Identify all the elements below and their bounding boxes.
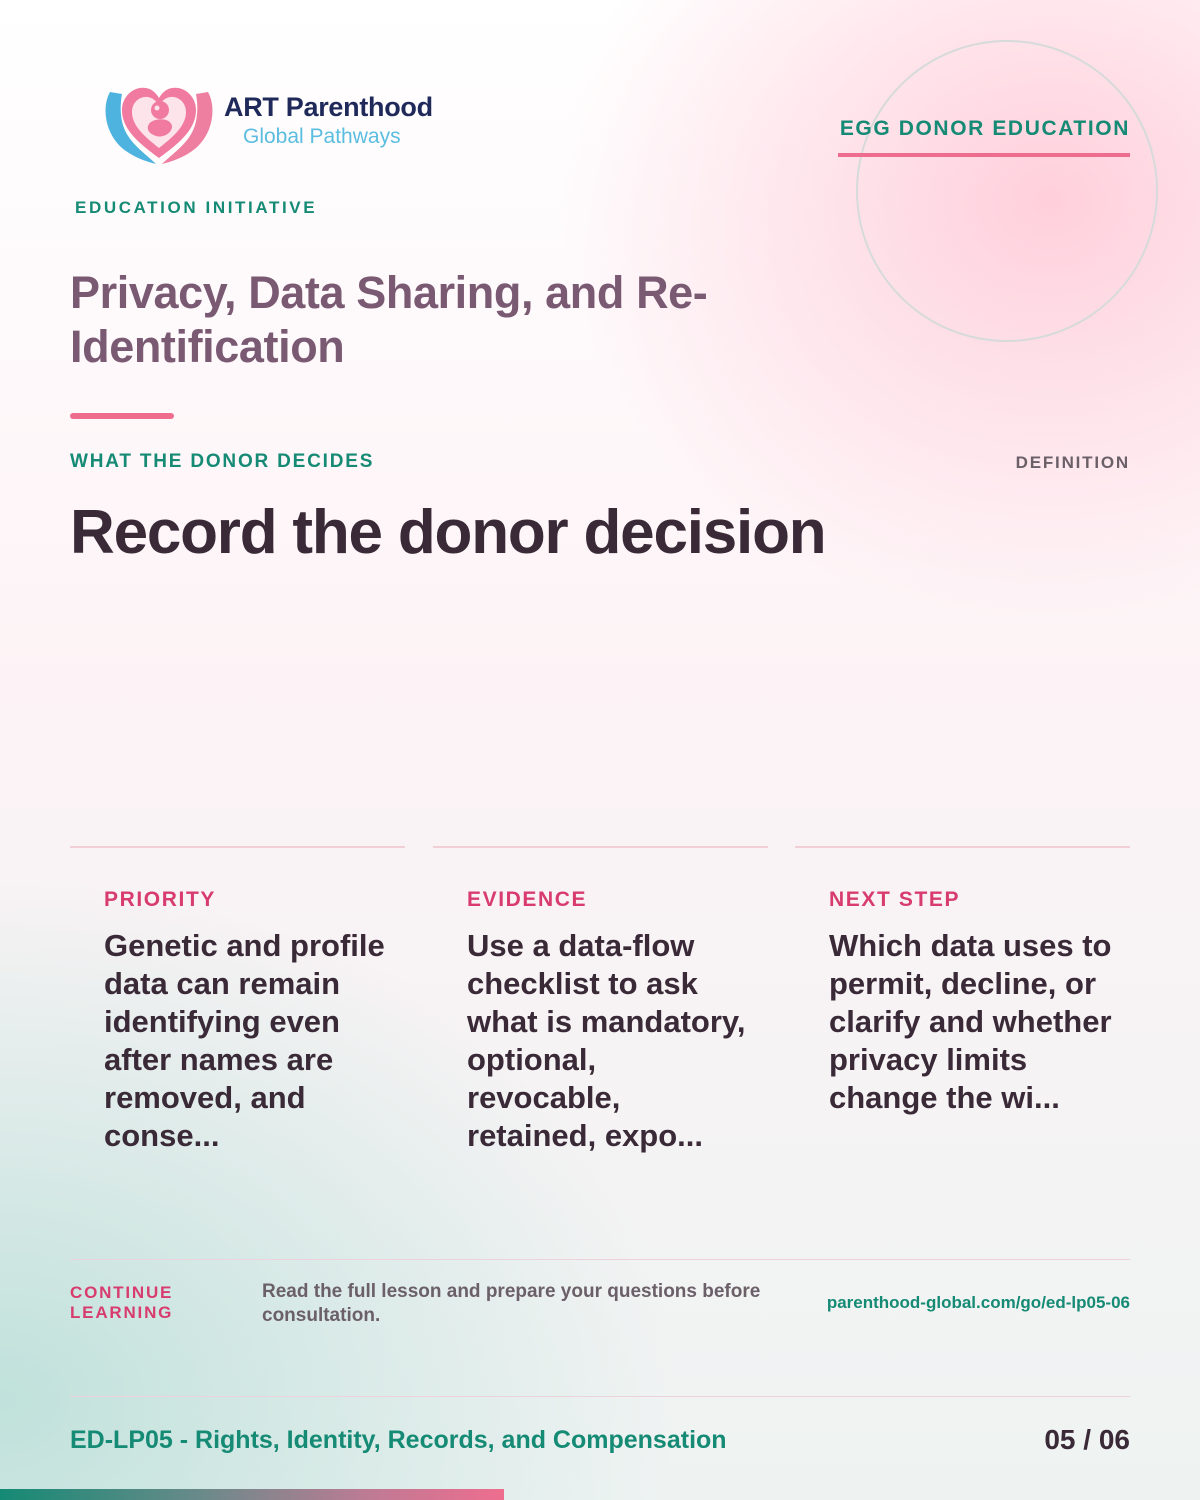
lesson-link[interactable]: parenthood-global.com/go/ed-lp05-06 xyxy=(826,1293,1130,1312)
card-label: NEXT STEP xyxy=(829,888,961,911)
divider xyxy=(70,1396,1130,1397)
brand-subtitle: Global Pathways xyxy=(243,125,401,148)
divider xyxy=(70,1259,1130,1260)
card-priority xyxy=(70,846,405,1206)
progress-bar xyxy=(0,1489,504,1500)
card-label: PRIORITY xyxy=(104,888,216,911)
card-body: Which data uses to permit, decline, or clarify and whether privacy limits change the wi... xyxy=(829,928,1112,1115)
initiative-label: EDUCATION INITIATIVE xyxy=(75,198,318,217)
brand-logo-icon xyxy=(100,74,218,172)
category-tag-underline xyxy=(838,153,1130,157)
continue-learning-label: CONTINUE LEARNING xyxy=(70,1283,174,1322)
card-label: EVIDENCE xyxy=(467,888,588,911)
category-tag: EGG DONOR EDUCATION xyxy=(839,117,1130,140)
card-evidence xyxy=(433,846,768,1206)
card-next-step xyxy=(795,846,1130,1206)
card-body: Use a data-flow checklist to ask what is mandatory, optional, revocable, retained, expo... xyxy=(467,928,746,1153)
brand-name: ART Parenthood xyxy=(224,92,433,122)
accent-divider xyxy=(70,413,174,419)
decorative-circle xyxy=(856,40,1158,342)
lesson-title: Privacy, Data Sharing, and Re-Identification xyxy=(70,267,708,372)
section-headline: Record the donor decision xyxy=(70,498,826,567)
card-body: Genetic and profile data can remain identifying even after names are removed, and conse... xyxy=(104,928,385,1153)
section-kicker: WHAT THE DONOR DECIDES xyxy=(70,451,375,472)
module-title: ED-LP05 - Rights, Identity, Records, and Compensation xyxy=(70,1426,727,1454)
cta-text: Read the full lesson and prepare your questions before consultation. xyxy=(262,1281,761,1326)
page-number: 05 / 06 xyxy=(1044,1424,1130,1455)
section-type-label: DEFINITION xyxy=(1015,453,1130,472)
